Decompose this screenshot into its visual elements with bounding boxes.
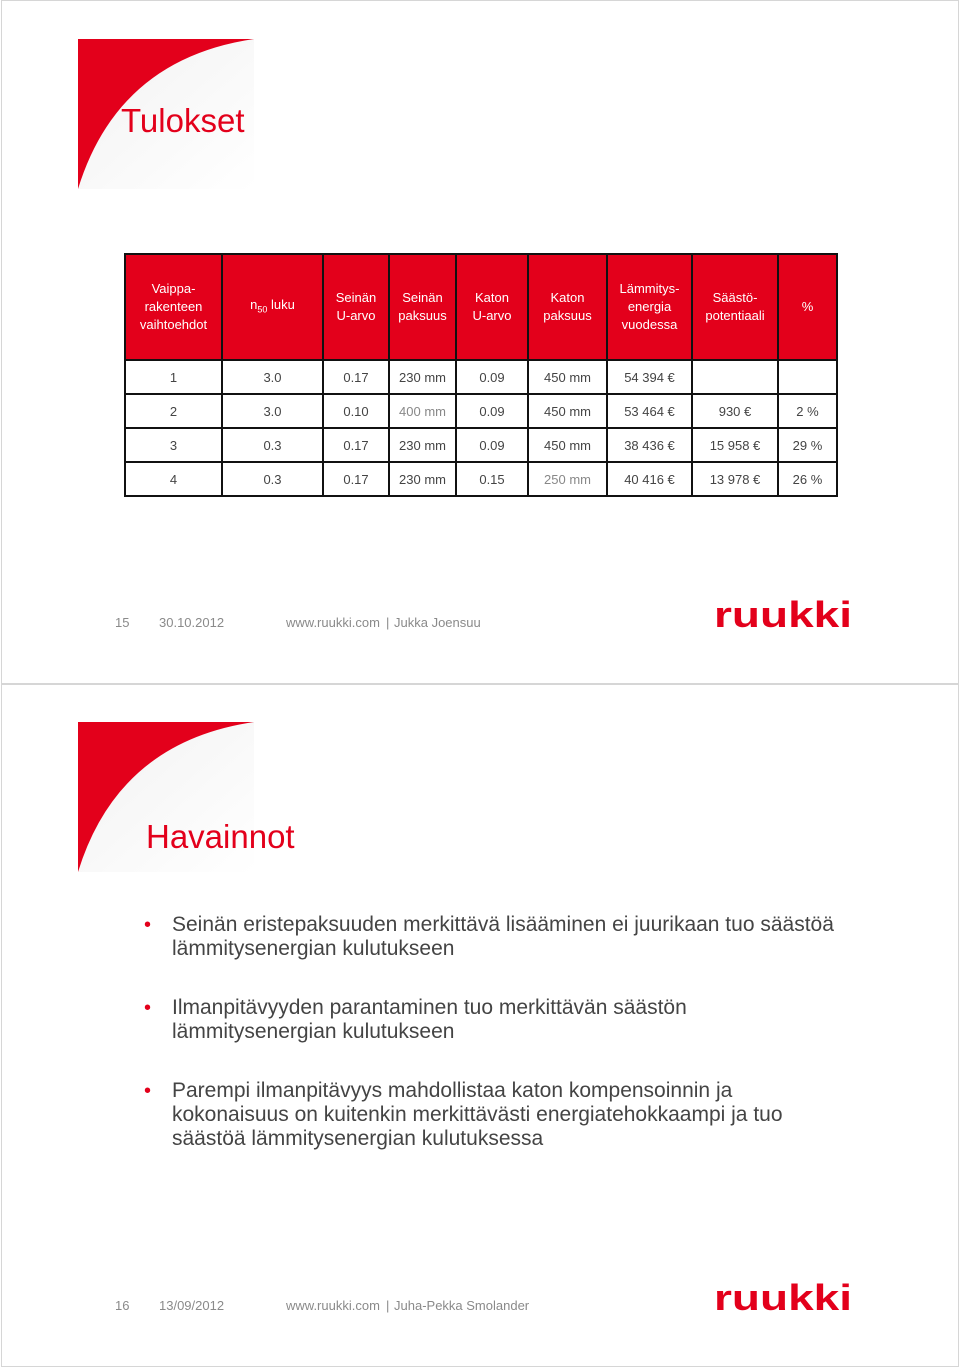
table-cell-highlight: 250 mm — [528, 462, 607, 496]
table-cell: 2 — [125, 394, 222, 428]
table-cell: 0.09 — [456, 428, 528, 462]
table-cell: 0.17 — [323, 462, 389, 496]
header-vaihtoehdot: Vaippa- rakenteen vaihtoehdot — [125, 254, 222, 360]
page-number: 15 — [115, 615, 130, 630]
list-item — [144, 913, 844, 961]
table-cell: 3 — [125, 428, 222, 462]
table-row — [125, 394, 837, 428]
table-cell: 26 % — [778, 462, 837, 496]
table-cell: 450 mm — [528, 394, 607, 428]
header-seinan-u-arvo: Seinän U-arvo — [323, 254, 389, 360]
table-cell: 13 978 € — [692, 462, 778, 496]
table-row — [125, 462, 837, 496]
ruukki-logo — [714, 1282, 852, 1314]
page-title: Havainnot — [146, 818, 295, 855]
table-cell: 230 mm — [389, 360, 456, 394]
table-cell: 2 % — [778, 394, 837, 428]
table-cell: 450 mm — [528, 428, 607, 462]
table-cell: 0.10 — [323, 394, 389, 428]
table-cell: 0.09 — [456, 360, 528, 394]
footer-separator: | — [386, 615, 390, 630]
footer-author: Jukka Joensuu — [394, 615, 481, 630]
bullet-text: Ilmanpitävyyden parantaminen tuo merkittävän säästön lämmitysenergian kulutukseen — [172, 996, 687, 1043]
footer-date: 30.10.2012 — [159, 615, 225, 630]
table-cell: 53 464 € — [607, 394, 692, 428]
bullet-text: Seinän eristepaksuuden merkittävä lisääminen ei juurikaan tuo säästöä lämmitysenergian kulutukseen — [172, 913, 834, 960]
bullet-text: Parempi ilmanpitävyys mahdollistaa katon kompensoinnin ja kokonaisuus on kuitenkin merkittävästi energiatehokkaampi ja tuo säästöä lämmitysenergian kulutuksessa — [172, 1079, 783, 1150]
slide-tulokset — [1, 0, 959, 684]
table-header-row — [125, 254, 837, 360]
table-cell: 4 — [125, 462, 222, 496]
table-cell: 3.0 — [222, 394, 323, 428]
table-cell: 38 436 € — [607, 428, 692, 462]
table-cell: 0.17 — [323, 428, 389, 462]
table-cell: 930 € — [692, 394, 778, 428]
header-saastopotentiaali: Säästö- potentiaali — [692, 254, 778, 360]
table-cell: 29 % — [778, 428, 837, 462]
table-cell: 3.0 — [222, 360, 323, 394]
footer-website-link[interactable]: www.ruukki.com — [286, 615, 380, 630]
table-cell: 0.15 — [456, 462, 528, 496]
header-lammitysenergia: Lämmitys- energia vuodessa — [607, 254, 692, 360]
table-cell: 40 416 € — [607, 462, 692, 496]
header-n50-luku: $n_{50}$ luku — [222, 254, 323, 360]
list-item — [144, 1079, 844, 1151]
header-katon-paksuus: Katon paksuus — [528, 254, 607, 360]
bullet-dot-icon: • — [144, 997, 152, 1019]
header-seinan-paksuus: Seinän paksuus — [389, 254, 456, 360]
header-percent: % — [778, 254, 837, 360]
results-table — [124, 253, 838, 497]
footer-date: 13/09/2012 — [159, 1298, 225, 1313]
page-title: Tulokset — [121, 102, 245, 139]
table-cell: 230 mm — [389, 462, 456, 496]
table-cell: 54 394 € — [607, 360, 692, 394]
footer-separator: | — [386, 1298, 390, 1313]
table-cell: 0.3 — [222, 462, 323, 496]
slide-havainnot — [1, 684, 959, 1367]
footer-website-link[interactable]: www.ruukki.com — [286, 1298, 380, 1313]
table-cell: 450 mm — [528, 360, 607, 394]
table-cell — [778, 360, 837, 394]
table-cell-highlight: 400 mm — [389, 394, 456, 428]
bullet-dot-icon: • — [144, 914, 152, 936]
table-row — [125, 428, 837, 462]
header-katon-u-arvo: Katon U-arvo — [456, 254, 528, 360]
svg-text:ruukki: ruukki — [714, 599, 852, 631]
page-number: 16 — [115, 1298, 130, 1313]
table-cell: 1 — [125, 360, 222, 394]
table-cell: 0.3 — [222, 428, 323, 462]
observations-list — [144, 913, 844, 1186]
table-cell: 0.09 — [456, 394, 528, 428]
table-cell: 15 958 € — [692, 428, 778, 462]
svg-text:ruukki: ruukki — [714, 1282, 852, 1314]
footer-author: Juha-Pekka Smolander — [394, 1298, 530, 1313]
table-cell: 0.17 — [323, 360, 389, 394]
table-row — [125, 360, 837, 394]
table-cell — [692, 360, 778, 394]
ruukki-logo — [714, 599, 852, 631]
table-cell: 230 mm — [389, 428, 456, 462]
bullet-dot-icon: • — [144, 1080, 152, 1102]
list-item — [144, 996, 844, 1044]
